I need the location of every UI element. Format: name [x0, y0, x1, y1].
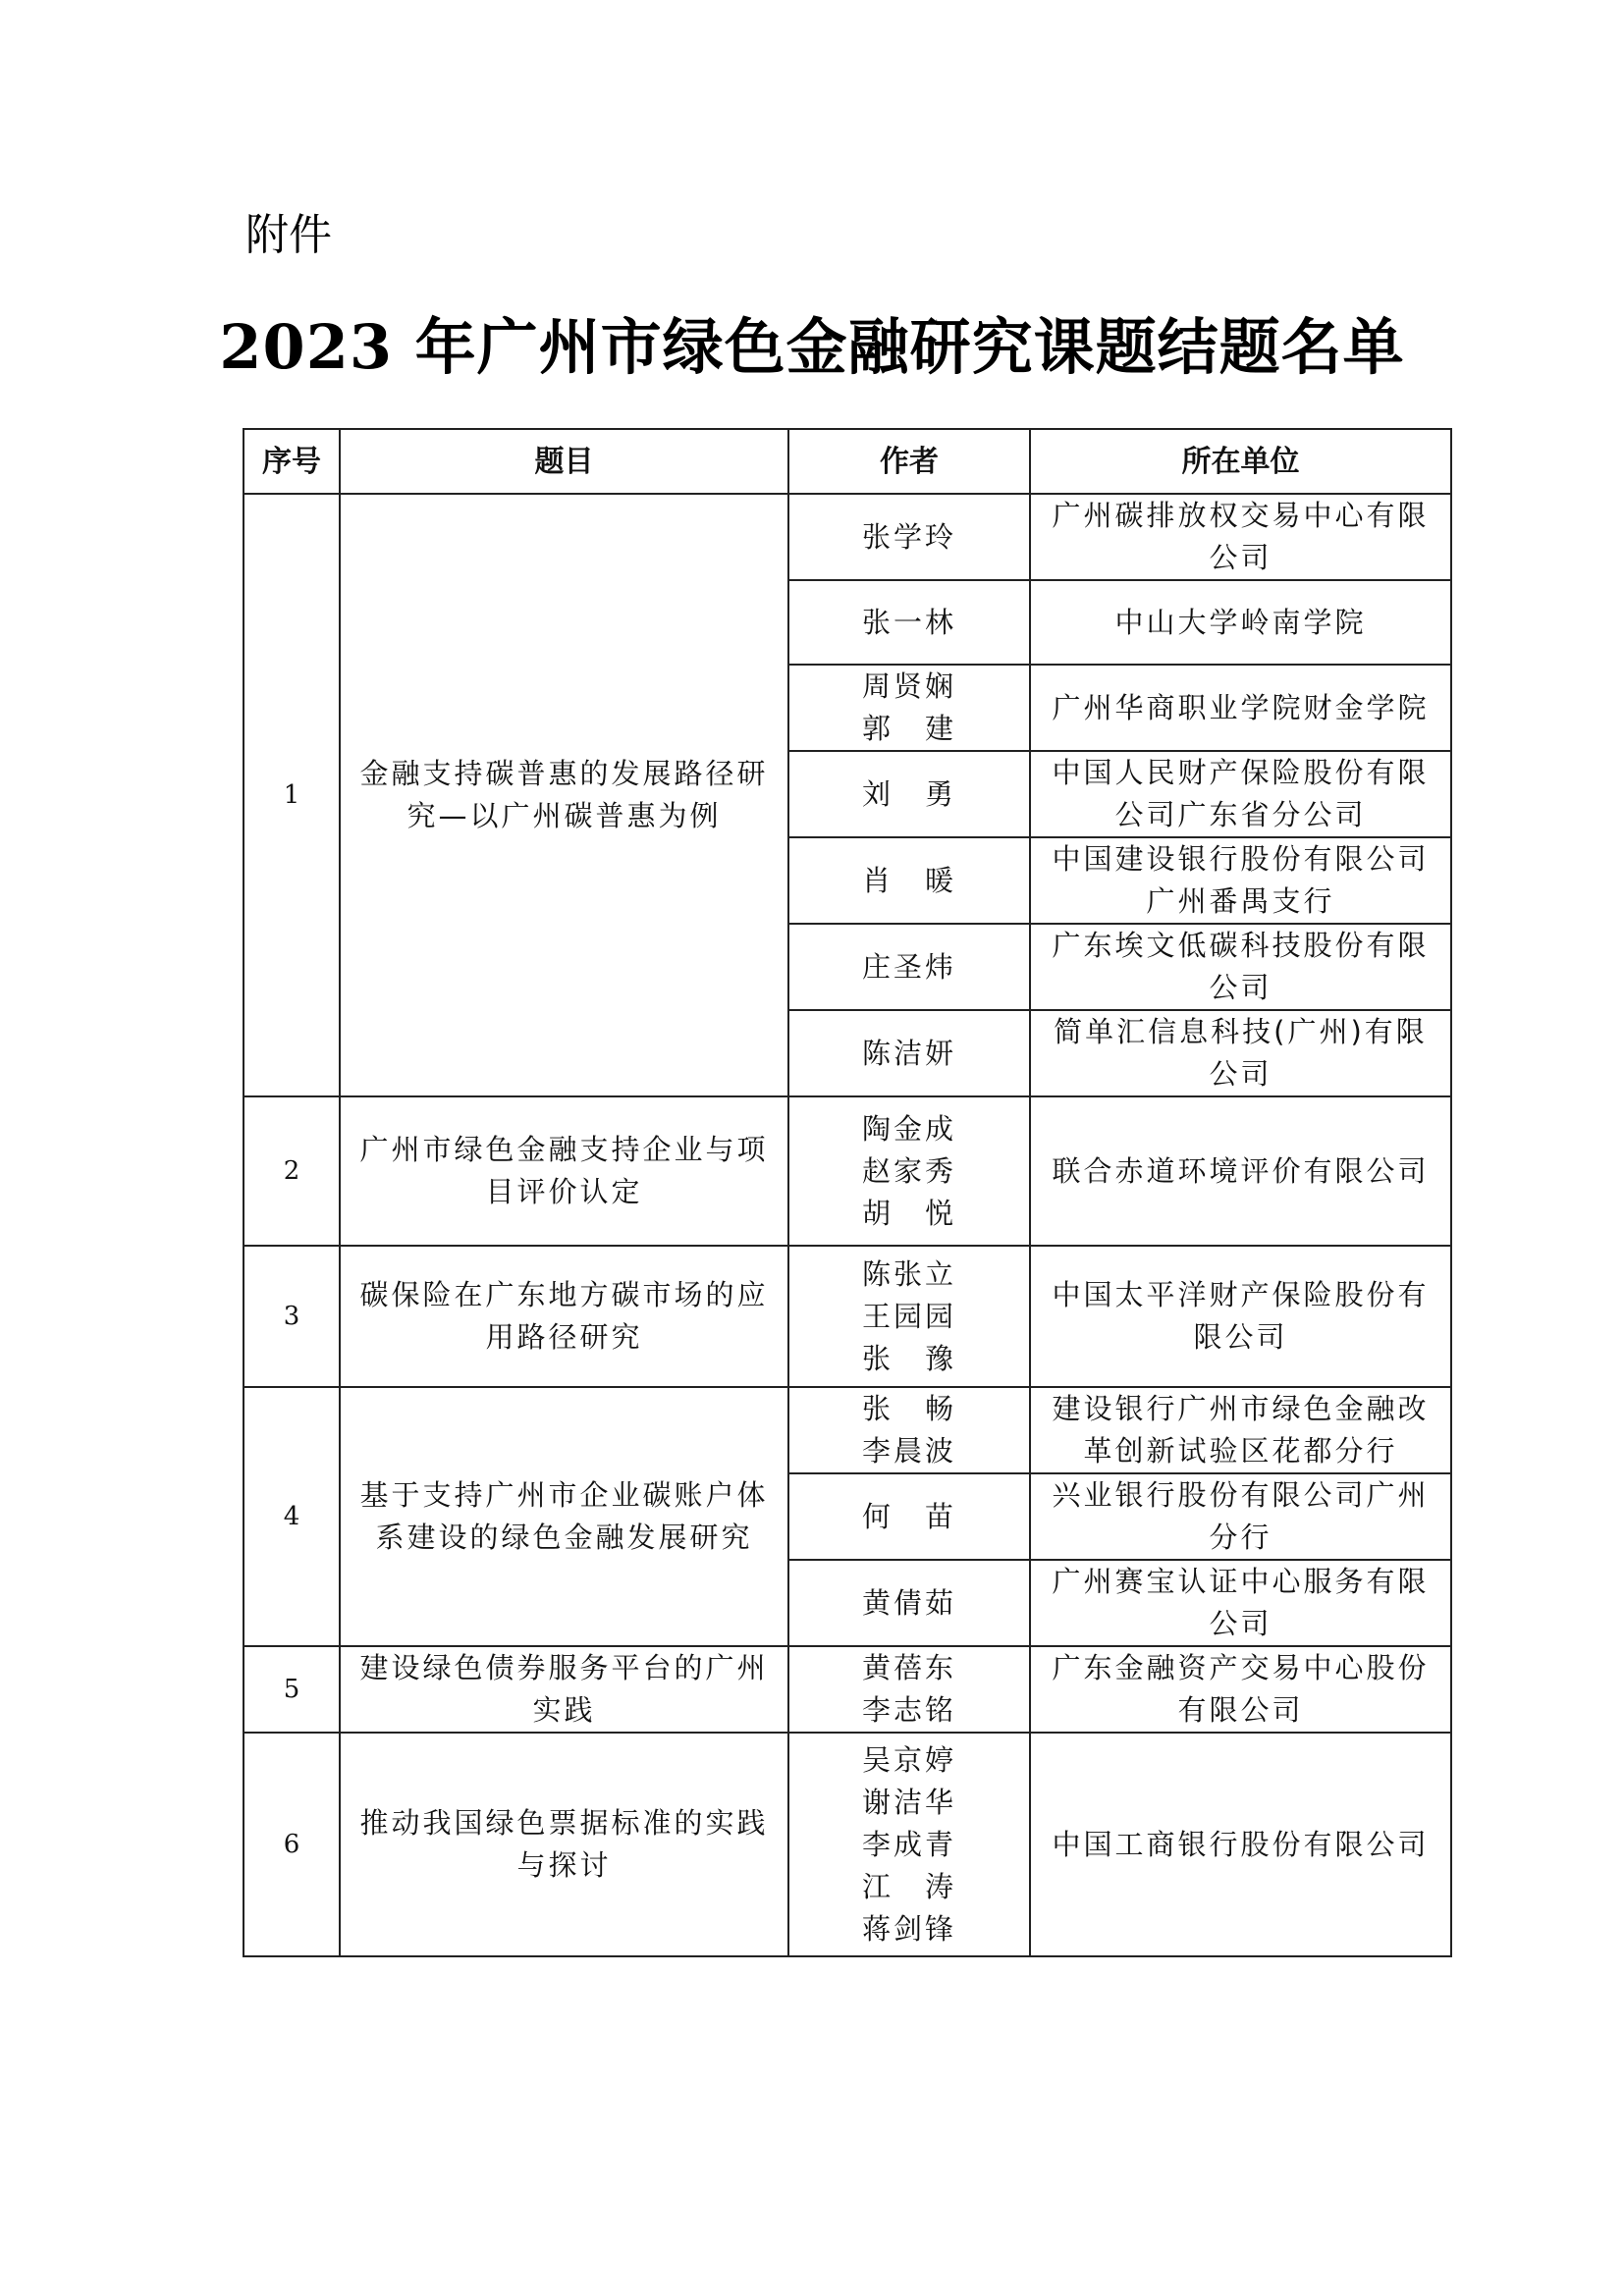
cell-unit	[1030, 494, 1451, 580]
topic-line: 建设绿色债券服务平台的广州	[359, 1651, 769, 1684]
cell-num: 5	[244, 1646, 340, 1733]
unit-line: 中国太平洋财产保险股份有	[1052, 1278, 1430, 1311]
cell-num: 6	[244, 1733, 340, 1956]
cell-author	[788, 837, 1030, 924]
table-row	[244, 1246, 1451, 1387]
unit-line: 分行	[1209, 1521, 1272, 1554]
cell-topic	[340, 1733, 788, 1956]
author-line: 王园园	[861, 1299, 956, 1333]
author-line: 肖 暖	[861, 863, 956, 897]
unit-line: 公司	[1209, 541, 1272, 574]
author-line: 江 涛	[861, 1869, 956, 1903]
header-num: 序号	[244, 429, 340, 494]
author-line: 陈洁妍	[861, 1036, 956, 1070]
cell-author	[788, 580, 1030, 665]
topic-line: 金融支持碳普惠的发展路径研	[359, 757, 769, 790]
author-line: 刘 勇	[861, 776, 956, 811]
header-unit: 所在单位	[1030, 429, 1451, 494]
topic-line: 推动我国绿色票据标准的实践	[359, 1806, 769, 1840]
author-line: 陶金成	[861, 1111, 956, 1146]
unit-line: 广东金融资产交易中心股份	[1052, 1651, 1430, 1684]
cell-unit	[1030, 665, 1451, 751]
cell-topic	[340, 1246, 788, 1387]
author-line: 蒋剑锋	[861, 1911, 956, 1946]
unit-line: 革创新试验区花都分行	[1083, 1434, 1398, 1468]
unit-line: 广州番禺支行	[1146, 884, 1335, 918]
cell-author	[788, 665, 1030, 751]
cell-author	[788, 924, 1030, 1010]
unit-line: 公司	[1209, 1607, 1272, 1640]
table-row	[244, 1733, 1451, 1956]
cell-num: 1	[244, 494, 340, 1096]
author-line: 张一林	[861, 605, 956, 639]
author-line: 李志铭	[861, 1693, 956, 1727]
cell-unit	[1030, 1010, 1451, 1096]
unit-line: 广州赛宝认证中心服务有限	[1052, 1565, 1430, 1598]
author-line: 张学玲	[861, 519, 956, 554]
author-line: 周贤娴	[861, 669, 956, 703]
table-row	[244, 1646, 1451, 1733]
topic-line: 究—以广州碳普惠为例	[406, 799, 722, 832]
unit-line: 建设银行广州市绿色金融改	[1052, 1392, 1430, 1425]
author-line: 张 豫	[861, 1341, 956, 1375]
cell-unit	[1030, 1096, 1451, 1246]
unit-line: 联合赤道环境评价有限公司	[1052, 1153, 1430, 1188]
cell-unit	[1030, 1733, 1451, 1956]
cell-num: 4	[244, 1387, 340, 1646]
cell-author	[788, 1096, 1030, 1246]
author-line: 黄倩茹	[861, 1585, 956, 1620]
author-line: 吴京婷	[861, 1742, 956, 1777]
cell-unit	[1030, 1646, 1451, 1733]
cell-unit	[1030, 837, 1451, 924]
author-line: 黄蓓东	[861, 1651, 956, 1684]
author-line: 谢洁华	[861, 1785, 956, 1819]
topic-line: 基于支持广州市企业碳账户体	[359, 1478, 769, 1512]
cell-topic	[340, 1646, 788, 1733]
table-row	[244, 1387, 1451, 1473]
author-line: 胡 悦	[861, 1196, 956, 1230]
topic-line: 实践	[532, 1693, 596, 1727]
topic-line: 广州市绿色金融支持企业与项	[359, 1133, 769, 1166]
cell-author	[788, 1733, 1030, 1956]
cell-topic	[340, 1387, 788, 1646]
cell-unit	[1030, 1473, 1451, 1560]
cell-author	[788, 1473, 1030, 1560]
cell-topic	[340, 1096, 788, 1246]
cell-num: 2	[244, 1096, 340, 1246]
unit-line: 公司广东省分公司	[1114, 798, 1367, 831]
unit-line: 有限公司	[1177, 1693, 1304, 1727]
cell-author	[788, 1560, 1030, 1646]
author-line: 张 畅	[861, 1392, 956, 1425]
topic-line: 系建设的绿色金融发展研究	[375, 1521, 753, 1554]
cell-author	[788, 1646, 1030, 1733]
table-row	[244, 494, 1451, 580]
annex-label: 附件	[245, 210, 332, 260]
unit-line: 公司	[1209, 971, 1272, 1004]
author-line: 庄圣炜	[861, 949, 956, 984]
table-header-row	[244, 429, 1451, 494]
unit-line: 公司	[1209, 1057, 1272, 1091]
cell-author	[788, 1010, 1030, 1096]
cell-topic	[340, 494, 788, 1096]
author-line: 李晨波	[861, 1434, 956, 1468]
author-line: 郭 建	[861, 712, 956, 745]
author-line: 赵家秀	[861, 1153, 956, 1188]
cell-unit	[1030, 1246, 1451, 1387]
unit-line: 广州华商职业学院财金学院	[1052, 690, 1430, 724]
cell-unit	[1030, 1387, 1451, 1473]
header-topic: 题目	[340, 429, 788, 494]
unit-line: 简单汇信息科技(广州)有限	[1054, 1015, 1428, 1048]
table-row	[244, 1096, 1451, 1246]
cell-author	[788, 751, 1030, 837]
cell-author	[788, 1387, 1030, 1473]
table-body	[244, 494, 1451, 1956]
unit-line: 兴业银行股份有限公司广州	[1052, 1478, 1430, 1512]
cell-unit	[1030, 580, 1451, 665]
topic-line: 碳保险在广东地方碳市场的应	[359, 1278, 769, 1311]
document-title: 2023 年广州市绿色金融研究课题结题名单	[219, 311, 1405, 383]
author-line: 李成青	[861, 1827, 956, 1861]
cell-num: 3	[244, 1246, 340, 1387]
cell-unit	[1030, 751, 1451, 837]
header-author: 作者	[788, 429, 1030, 494]
unit-line: 中山大学岭南学院	[1114, 605, 1367, 639]
unit-line: 限公司	[1193, 1320, 1288, 1354]
unit-line: 中国人民财产保险股份有限	[1052, 756, 1430, 789]
unit-line: 广州碳排放权交易中心有限	[1052, 499, 1430, 532]
cell-author	[788, 1246, 1030, 1387]
topic-line: 目评价认定	[485, 1175, 643, 1208]
cell-unit	[1030, 1560, 1451, 1646]
author-line: 何 苗	[861, 1499, 956, 1533]
unit-line: 中国工商银行股份有限公司	[1052, 1827, 1430, 1861]
topic-line: 与探讨	[516, 1848, 612, 1882]
topic-line: 用路径研究	[485, 1320, 643, 1354]
unit-line: 广东埃文低碳科技股份有限	[1052, 929, 1430, 962]
author-line: 陈张立	[861, 1256, 956, 1291]
unit-line: 中国建设银行股份有限公司	[1052, 842, 1430, 876]
project-list-table	[243, 428, 1452, 1957]
cell-author	[788, 494, 1030, 580]
cell-unit	[1030, 924, 1451, 1010]
